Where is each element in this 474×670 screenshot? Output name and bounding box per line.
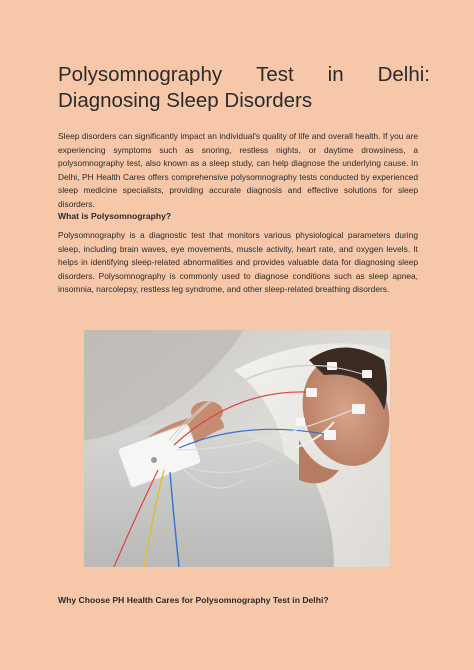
title-word: Test [256, 63, 294, 86]
title-word: Delhi: [377, 63, 430, 86]
title-line-1 [58, 62, 430, 88]
title-word: Polysomnography [58, 63, 223, 86]
section-heading-what: What is Polysomnography? [58, 211, 172, 221]
intro-paragraph: Sleep disorders can significantly impact an individual's quality of life and overall health. If you are experiencing symptoms such as snoring, restless nights, or daytime drowsiness, a polysomnography test, also known as a sleep study, can help diagnose the underlying cause. In Delhi, PH Health Cares offers comprehensive polysomnography tests conducted by experienced sleep medicine specialists, providing accurate diagnosis and effective solutions for sleep disorders. [58, 131, 418, 209]
page-title [58, 62, 430, 114]
sleep-study-illustration [84, 330, 390, 567]
what-paragraph: Polysomnography is a diagnostic test that monitors various physiological parameters during sleep, including brain waves, eye movements, muscle activity, heart rate, and oxygen levels. It helps in identifying sleep-related abnormalities and provides valuable data for diagnosing sleep disorders. Polysomnography is commonly used to diagnose conditions such as sleep apnea, insomnia, narcolepsy, restless leg syndrome, and other sleep-related breathing disorders. [58, 230, 418, 295]
title-word: in [327, 63, 344, 86]
sleep-study-photo [84, 330, 390, 567]
section-heading-why: Why Choose PH Health Cares for Polysomnography Test in Delhi? [58, 595, 329, 605]
title-line-2: Diagnosing Sleep Disorders [58, 89, 313, 112]
